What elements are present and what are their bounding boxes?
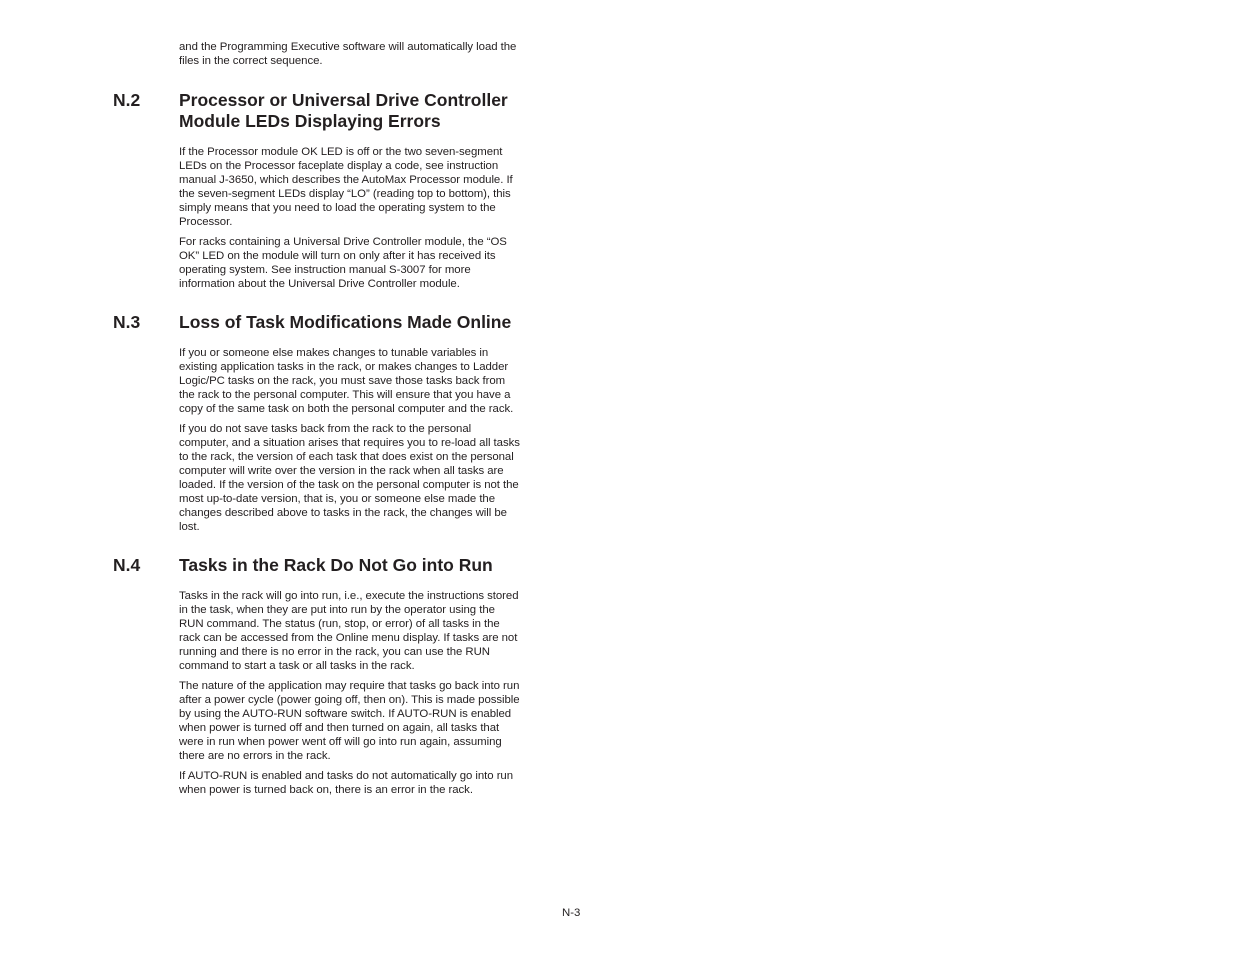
section-body-n4 (179, 589, 569, 803)
section-number: N.3 (113, 312, 141, 332)
intro-paragraph: and the Programming Executive software will automatically load the files in the correct sequence. (179, 41, 517, 67)
page-number: N-3 (562, 907, 581, 919)
section-number: N.2 (113, 90, 141, 110)
intro-block (179, 40, 569, 74)
section-number: N.4 (113, 555, 141, 575)
paragraph: If AUTO-RUN is enabled and tasks do not automatically go into run when power is turned back on, there is an error in the rack. (179, 770, 514, 796)
section-body-n2 (179, 145, 569, 297)
paragraph: If you or someone else makes changes to tunable variables in existing application tasks in the rack, or makes changes to Ladder Logic/PC tasks on the rack, you must save those tasks back from the rack to the personal computer. This will ensure that you have a copy of the same task on both the personal computer and the rack. (179, 347, 514, 415)
paragraph: For racks containing a Universal Drive Controller module, the “OS OK” LED on the module will turn on only after it has received its operating system. See instruction manual S-3007 for more information about the Universal Drive Controller module. (179, 236, 507, 290)
section-title: Loss of Task Modifications Made Online (179, 312, 512, 332)
section-title: Tasks in the Rack Do Not Go into Run (179, 555, 493, 575)
section-title: Processor or Universal Drive Controller Module LEDs Displaying Errors (179, 90, 508, 131)
paragraph: If the Processor module OK LED is off or the two seven-segment LEDs on the Processor faceplate display a code, see instruction manual J-3650, which describes the AutoMax Processor module. If the seven-segment LEDs display “LO” (reading top to bottom), this simply means that you need to load the operating system to the Processor. (179, 146, 513, 228)
paragraph: The nature of the application may require that tasks go back into run after a power cycle (power going off, then on). This is made possible by using the AUTO-RUN software switch. If AUTO-RUN is enabled when power is turned off and then turned on again, all tasks that were in run when power went off will go into run again, assuming there are no errors in the rack. (179, 680, 520, 762)
paragraph: Tasks in the rack will go into run, i.e., execute the instructions stored in the task, when they are put into run by the operator using the RUN command. The status (run, stop, or error) of all tasks in the rack can be accessed from the Online menu display. If tasks are not running and there is no error in the rack, you can use the RUN command to start a task or all tasks in the rack. (179, 590, 519, 672)
section-body-n3 (179, 346, 569, 540)
paragraph: If you do not save tasks back from the rack to the personal computer, and a situation arises that requires you to re-load all tasks to the rack, the version of each task that does exist on the personal computer will write over the version in the rack when all tasks are loaded. If the version of the task on the personal computer is not the most up-to-date version, that is, you or someone else made the changes described above to tasks in the rack, the changes will be lost. (179, 423, 520, 533)
